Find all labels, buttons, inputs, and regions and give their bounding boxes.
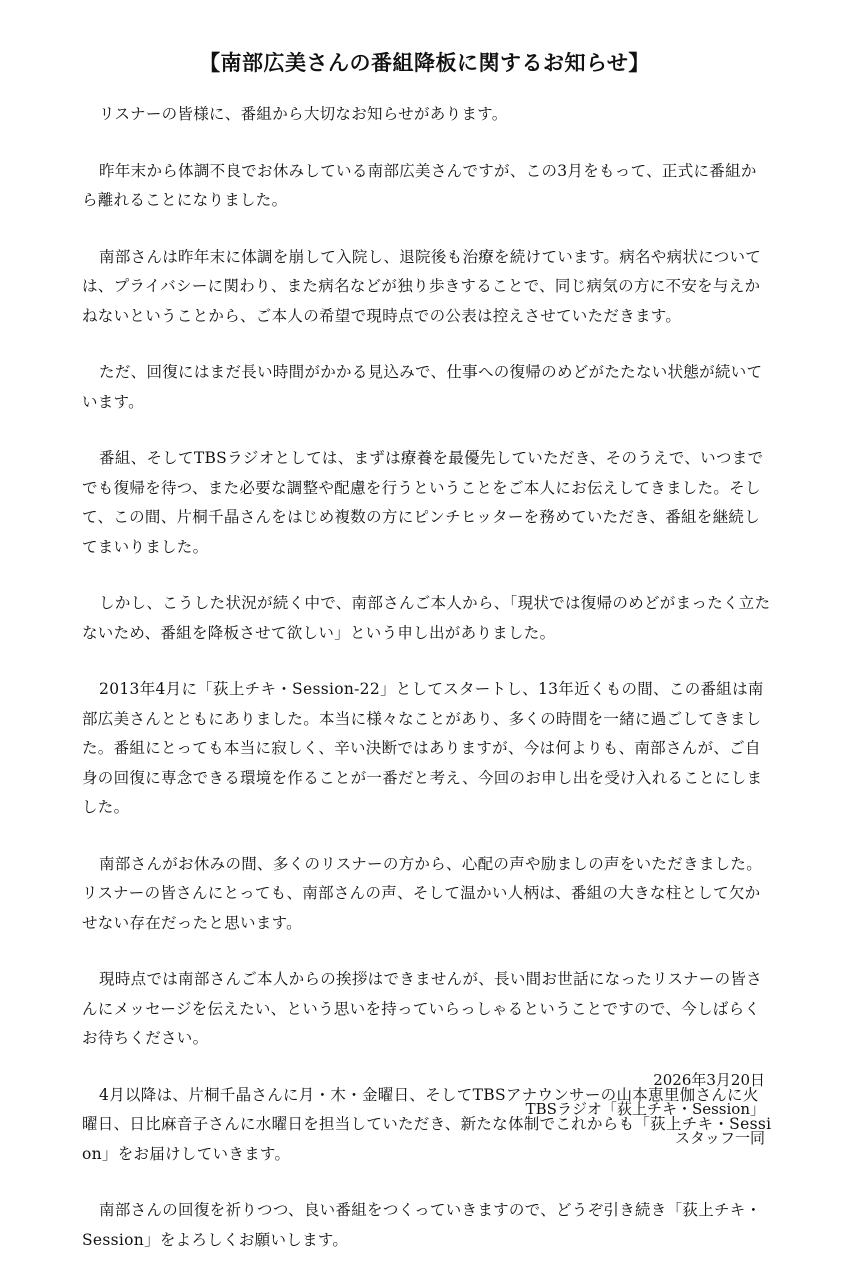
paragraph-request: しかし、こうした状況が続く中で、南部さんご本人から、「現状では復帰のめどがまったく立たないため、番組を降板させて欲しい」という申し出がありました。 <box>82 594 771 642</box>
paragraph-support: 番組、そしてTBSラジオとしては、まずは療養を最優先していただき、そのうえで、いつまででも復帰を待つ、また必要な調整や配慮を行うということをご本人にお伝えしてきました。そして、この間、片桐千晶さんをはじめ複数の方にピンチヒッターを務めていただき、番組を継続してまいりました。 <box>82 449 764 556</box>
signoff-staff: スタッフ一同 <box>674 1129 765 1147</box>
signoff-organization: TBSラジオ「荻上チキ・Session」 <box>525 1100 765 1118</box>
signoff-date: 2026年3月20日 <box>653 1071 765 1089</box>
paragraph-new-schedule: 4月以降は、片桐千晶さんに月・木・金曜日、そしてTBSアナウンサーの山本恵里伽さんに火曜日、日比麻音子さんに水曜日を担当していただき、新たな体制でこれからも「荻上チキ・Session」をお届けしていきます。 <box>82 1085 772 1163</box>
paragraph-listeners: 南部さんがお休みの間、多くのリスナーの方から、心配の声や励ましの声をいただきました。リスナーの皆さんにとっても、南部さんの声、そして温かい人柄は、番組の大きな柱として欠かせない存在だったと思います。 <box>82 854 763 932</box>
paragraph-greeting: リスナーの皆様に、番組から大切なお知らせがあります。 <box>99 105 508 123</box>
paragraph-announcement: 昨年末から体調不良でお休みしている南部広美さんですが、この3月をもって、正式に番組から離れることになりました。 <box>82 161 757 209</box>
document-title: 【南部広美さんの番組降板に関するお知らせ】 <box>199 51 650 75</box>
paragraph-health: 南部さんは昨年末に体調を崩して入院し、退院後も治療を続けています。病名や病状については、プライバシーに関わり、また病名などが独り歩きすることで、同じ病気の方に不安を与えかねないということから、ご本人の希望で現時点での公表は控えさせていただきます。 <box>82 247 762 325</box>
signoff-block <box>526 1066 765 1153</box>
paragraph-history: 2013年4月に「荻上チキ・Session-22」としてスタートし、13年近くもの間、この番組は南部広美さんとともにありました。本当に様々なことがあり、多くの時間を一緒に過ごしてきました。番組にとっても本当に寂しく、辛い決断ではありますが、今は何よりも、南部さんが、ご自身の回復に専念できる環境を作ることが一番だと考え、今回のお申し出を受け入れることにしました。 <box>82 680 764 816</box>
paragraph-message: 現時点では南部さんご本人からの挨拶はできませんが、長い間お世話になったリスナーの皆さんにメッセージを伝えたい、という思いを持っていらっしゃるということですので、今しばらくお待ちください。 <box>82 970 763 1047</box>
paragraph-closing: 南部さんの回復を祈りつつ、良い番組をつくっていきますので、どうぞ引き続き「荻上チキ・Session」をよろしくお願いします。 <box>82 1201 762 1249</box>
paragraph-recovery: ただ、回復にはまだ長い時間がかかる見込みで、仕事への復帰のめどがたたない状態が続いています。 <box>82 363 763 411</box>
